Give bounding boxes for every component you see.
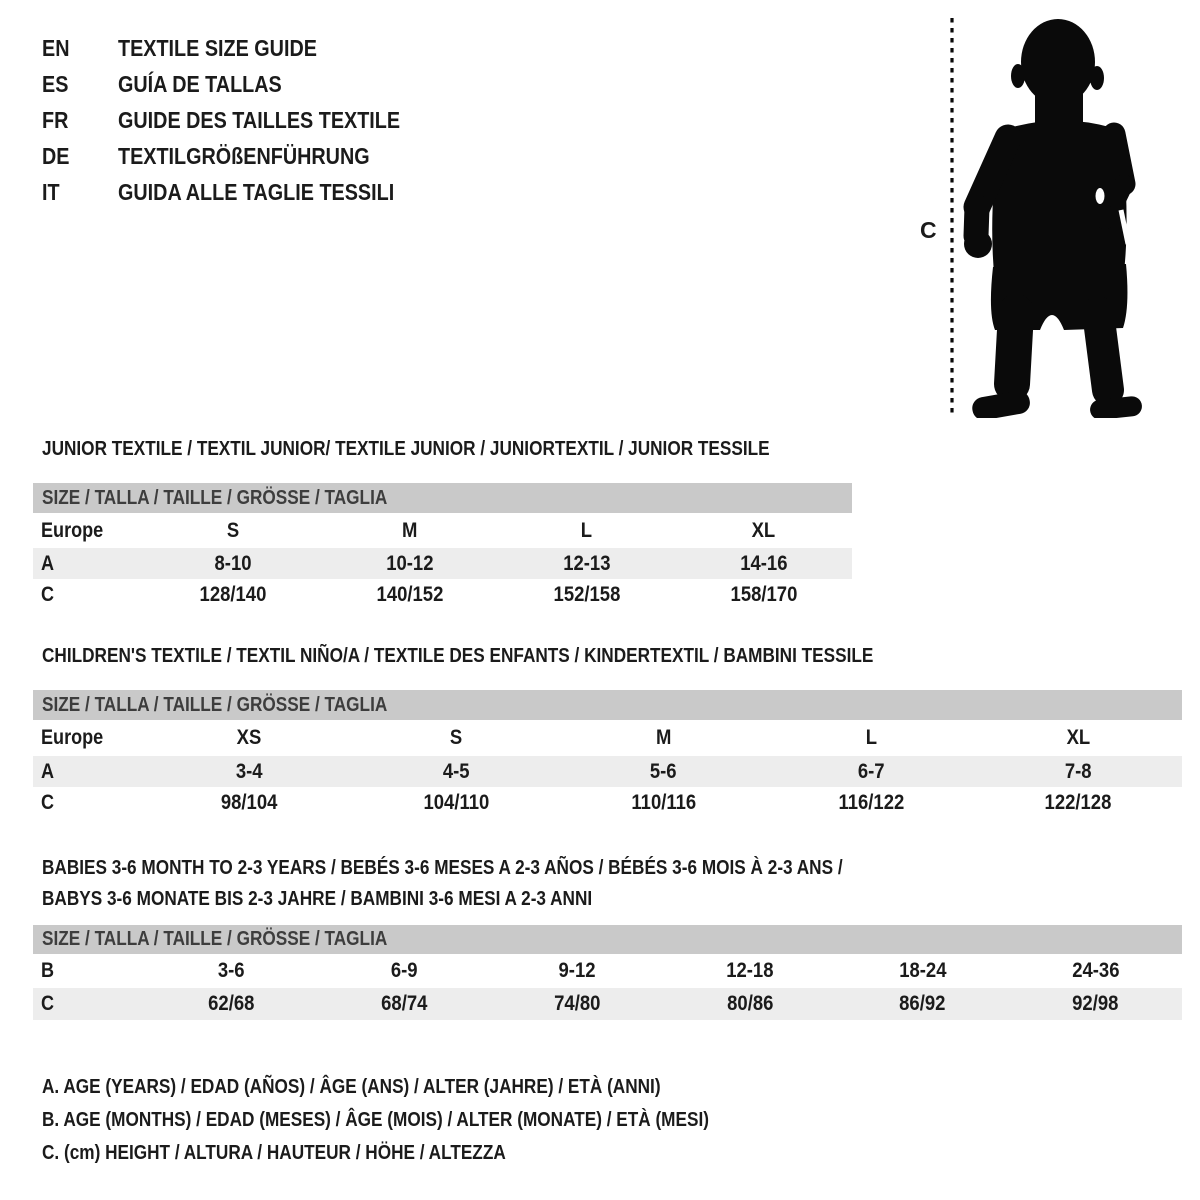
- size-table-junior: [33, 483, 852, 610]
- table-row: [33, 954, 1182, 988]
- table-row: [33, 756, 1182, 787]
- size-cell: 80/86: [726, 992, 774, 1015]
- row-label: C: [41, 790, 55, 814]
- size-cell: 98/104: [220, 790, 277, 814]
- size-cell: 104/110: [423, 790, 489, 814]
- size-cell: 74/80: [553, 992, 601, 1015]
- section-title-children: CHILDREN'S TEXTILE / TEXTIL NIÑO/A / TEXTILE DES ENFANTS / KINDERTEXTIL / BAMBINI TESSILE: [42, 645, 874, 667]
- size-cell: 3-6: [218, 959, 245, 982]
- size-cell: 158/170: [730, 582, 798, 606]
- table-row: [33, 988, 1182, 1020]
- size-cell: 12-13: [563, 551, 611, 575]
- size-header-bar: SIZE / TALLA / TAILLE / GRÖSSE / TAGLIA: [33, 690, 1182, 720]
- figure-measure-label: C: [920, 217, 937, 243]
- size-cell: XL: [1066, 726, 1091, 749]
- language-code: ES: [42, 70, 69, 97]
- size-cell: 128/140: [199, 582, 267, 606]
- language-title: GUIDA ALLE TAGLIE TESSILI: [118, 178, 395, 205]
- row-label: A: [41, 551, 55, 575]
- size-table-babies: [33, 925, 1182, 1020]
- language-title: TEXTILE SIZE GUIDE: [118, 34, 317, 61]
- row-label: A: [41, 759, 55, 783]
- language-row: [42, 138, 446, 174]
- size-cell: 7-8: [1064, 759, 1092, 783]
- size-cell: L: [581, 518, 593, 542]
- size-cell: 6-7: [857, 759, 885, 783]
- size-cell: 5-6: [650, 759, 677, 783]
- language-title: GUIDE DES TAILLES TEXTILE: [118, 106, 401, 133]
- language-code: FR: [42, 106, 69, 133]
- size-cell: 68/74: [381, 992, 428, 1015]
- size-cell: XS: [236, 726, 262, 749]
- size-cell: L: [865, 726, 877, 749]
- language-title: TEXTILGRÖßENFÜHRUNG: [118, 142, 370, 169]
- section-title-babies: BABIES 3-6 MONTH TO 2-3 YEARS / BEBÉS 3-6 MESES A 2-3 AÑOS / BÉBÉS 3-6 MOIS À 2-3 ANS / BABYS 3-6 MONATE BIS 2-3 JAHRE / BAMBINI 3-6 MESI A 2-3 ANNI: [42, 857, 843, 910]
- size-cell: 6-9: [390, 959, 418, 982]
- size-cell: 12-18: [726, 959, 774, 982]
- size-cell: XL: [751, 518, 776, 542]
- table-row: [33, 548, 852, 579]
- row-label: C: [41, 582, 55, 606]
- size-cell: 116/122: [838, 790, 904, 814]
- size-cell: 3-4: [235, 759, 263, 783]
- row-label: C: [41, 992, 55, 1015]
- table-row: [33, 787, 1182, 818]
- legend: [42, 1071, 818, 1170]
- language-row: [42, 102, 446, 138]
- language-row: [42, 66, 446, 102]
- toddler-silhouette-icon: [940, 12, 1175, 418]
- table-row: [33, 720, 1182, 756]
- language-code: EN: [42, 34, 70, 61]
- table-row: [33, 513, 852, 548]
- language-row: [42, 30, 446, 66]
- size-cell: 62/68: [208, 992, 255, 1015]
- size-header-bar: SIZE / TALLA / TAILLE / GRÖSSE / TAGLIA: [33, 925, 1182, 954]
- size-cell: M: [402, 518, 418, 542]
- section-title-junior: JUNIOR TEXTILE / TEXTIL JUNIOR/ TEXTILE JUNIOR / JUNIORTEXTIL / JUNIOR TESSILE: [42, 438, 770, 460]
- size-cell: 8-10: [214, 551, 252, 575]
- size-cell: 10-12: [386, 551, 434, 575]
- size-cell: 14-16: [739, 551, 788, 575]
- language-row: [42, 174, 446, 210]
- language-code: IT: [42, 178, 60, 205]
- language-list: [42, 30, 446, 210]
- size-cell: S: [227, 518, 240, 542]
- size-cell: S: [449, 726, 463, 749]
- language-title: GUÍA DE TALLAS: [118, 70, 282, 97]
- row-label: B: [41, 959, 55, 982]
- size-table-children: [33, 690, 1182, 818]
- size-cell: 24-36: [1071, 959, 1120, 982]
- row-label: Europe: [41, 518, 104, 542]
- size-cell: M: [655, 726, 672, 749]
- size-header-bar: SIZE / TALLA / TAILLE / GRÖSSE / TAGLIA: [33, 483, 852, 513]
- size-cell: 140/152: [376, 582, 444, 606]
- size-cell: 4-5: [442, 759, 470, 783]
- legend-line-c: C. (cm) HEIGHT / ALTURA / HAUTEUR / HÖHE / ALTEZZA: [42, 1142, 506, 1164]
- size-cell: 110/116: [631, 790, 696, 814]
- language-code: DE: [42, 142, 70, 169]
- legend-line-b: B. AGE (MONTHS) / EDAD (MESES) / ÂGE (MOIS) / ALTER (MONATE) / ETÀ (MESI): [42, 1109, 709, 1131]
- size-cell: 9-12: [558, 959, 596, 982]
- size-cell: 122/128: [1044, 790, 1112, 814]
- legend-line-a: A. AGE (YEARS) / EDAD (AÑOS) / ÂGE (ANS) / ALTER (JAHRE) / ETÀ (ANNI): [42, 1076, 661, 1098]
- size-cell: 92/98: [1072, 992, 1119, 1015]
- size-figure: [940, 12, 1175, 418]
- size-cell: 86/92: [899, 992, 946, 1015]
- size-cell: 152/158: [553, 582, 621, 606]
- size-cell: 18-24: [899, 959, 947, 982]
- table-row: [33, 579, 852, 610]
- row-label: Europe: [41, 726, 104, 749]
